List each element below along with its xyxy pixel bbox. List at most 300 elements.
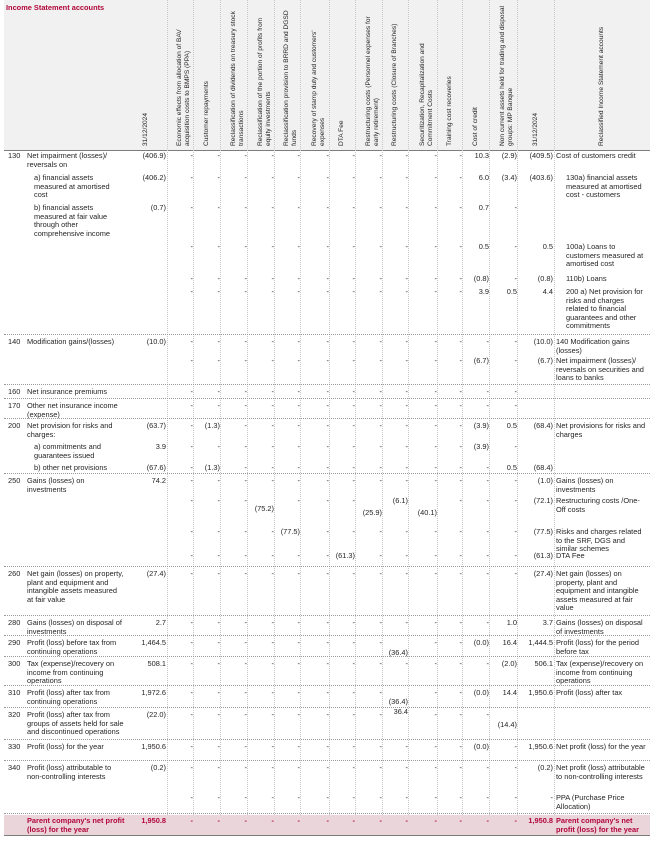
- cell-c13: -: [514, 496, 517, 505]
- cell-c8: -: [379, 463, 382, 472]
- cell-c7: -: [352, 476, 355, 485]
- cell-c7: -: [352, 527, 355, 536]
- cell-c10: -: [434, 476, 437, 485]
- cell-c6: -: [326, 173, 329, 182]
- cell-c1: -: [190, 401, 193, 410]
- cell-c6: -: [326, 496, 329, 505]
- cell-c3: -: [244, 742, 247, 751]
- row-label: Net impairment (losses)/ reversals on: [27, 151, 108, 169]
- column-header-c7: [330, 0, 356, 150]
- row-divider: [4, 685, 650, 686]
- cell-c8: -: [379, 659, 382, 668]
- column-header-label: Reclassification of dividends on treasury stock transactions: [230, 11, 245, 146]
- cell-c3: -: [244, 638, 247, 647]
- cell-c4: -: [271, 659, 274, 668]
- cell-c8: -: [379, 242, 382, 251]
- cell-c8: -: [379, 442, 382, 451]
- cell-c6: -: [326, 203, 329, 212]
- cell-c6: -: [326, 356, 329, 365]
- cell-c4: -: [271, 421, 274, 430]
- cell-c4: -: [271, 337, 274, 346]
- cell-c4: -: [271, 476, 274, 485]
- cell-c3: -: [244, 242, 247, 251]
- cell-c9: -: [405, 763, 408, 772]
- cell-c11: -: [459, 463, 462, 472]
- cell-c1: -: [190, 387, 193, 396]
- row-divider: [4, 760, 650, 761]
- row-code: 170: [8, 401, 21, 410]
- cell-c8: -: [379, 688, 382, 697]
- cell-c7: -: [352, 496, 355, 505]
- cell-c13: -: [514, 203, 517, 212]
- cell-c7: -: [352, 742, 355, 751]
- cell-c9: -: [405, 569, 408, 578]
- cell-c3: -: [244, 387, 247, 396]
- cell-c9: -: [405, 463, 408, 472]
- cell-c2: -: [217, 638, 220, 647]
- cell-c5: -: [297, 442, 300, 451]
- cell-c14: (77.5): [533, 527, 553, 536]
- cell-c4: -: [271, 274, 274, 283]
- cell-c7: -: [352, 710, 355, 719]
- cell-c12: (3.9): [473, 421, 489, 430]
- cell-c6: -: [326, 527, 329, 536]
- cell-c2: -: [217, 287, 220, 296]
- cell-c5: -: [297, 203, 300, 212]
- cell-c11: -: [459, 387, 462, 396]
- cell-c6: -: [326, 274, 329, 283]
- row-divider: [4, 707, 650, 708]
- cell-c6: -: [326, 287, 329, 296]
- cell-c12: (0.0): [473, 688, 489, 697]
- reclassified-label: 110b) Loans: [566, 274, 607, 283]
- cell-c14: (6.7): [537, 356, 553, 365]
- cell-c12: -: [486, 337, 489, 346]
- cell-c0: 74.2: [151, 476, 166, 485]
- cell-c1: -: [190, 496, 193, 505]
- cell-c8: -: [379, 401, 382, 410]
- cell-c3: -: [244, 659, 247, 668]
- cell-c14: 1,950.8: [528, 816, 553, 825]
- column-header-label: Recovery of stamp duty and customers' expenses: [311, 30, 326, 146]
- cell-c13: -: [514, 442, 517, 451]
- cell-c5: -: [297, 638, 300, 647]
- cell-c13: 1.0: [506, 618, 517, 627]
- row-code: 130: [8, 151, 21, 160]
- cell-c9: -: [405, 274, 408, 283]
- cell-c3: -: [244, 337, 247, 346]
- cell-c9: -: [405, 242, 408, 251]
- cell-c11: -: [459, 401, 462, 410]
- cell-c5: -: [297, 274, 300, 283]
- cell-c3: -: [244, 569, 247, 578]
- cell-c6: -: [326, 710, 329, 719]
- cell-c8: -: [379, 638, 382, 647]
- cell-c11: -: [459, 816, 462, 825]
- cell-c14: 1,444.5: [528, 638, 553, 647]
- cell-c10: -: [434, 527, 437, 536]
- cell-c0: (22.0): [146, 710, 166, 719]
- column-header-c2: [194, 0, 221, 150]
- cell-c1: -: [190, 242, 193, 251]
- cell-c5: -: [297, 742, 300, 751]
- cell-c7: (61.3): [335, 551, 355, 560]
- cell-c11: -: [459, 688, 462, 697]
- cell-c8: -: [379, 793, 382, 802]
- cell-c8: -: [379, 710, 382, 719]
- cell-c14: (68.4): [533, 421, 553, 430]
- row-label: Profit (loss) for the year: [27, 742, 104, 751]
- cell-c4: (75.2): [254, 504, 274, 513]
- cell-c6: -: [326, 337, 329, 346]
- reclassified-label: Net profit (loss) attributable to non-controlling interests: [556, 763, 645, 781]
- cell-c12: 0.5: [478, 242, 489, 251]
- cell-c4: -: [271, 356, 274, 365]
- cell-c2: (1.3): [204, 421, 220, 430]
- row-code: 280: [8, 618, 21, 627]
- cell-c12: -: [486, 710, 489, 719]
- cell-c14: 506.1: [534, 659, 553, 668]
- cell-c11: -: [459, 527, 462, 536]
- cell-c9: -: [405, 356, 408, 365]
- cell-c8: -: [379, 337, 382, 346]
- cell-c1: -: [190, 287, 193, 296]
- cell-c6: -: [326, 401, 329, 410]
- cell-c8: -: [379, 527, 382, 536]
- cell-c10: -: [434, 203, 437, 212]
- row-label: a) commitments and guarantees issued: [34, 442, 101, 460]
- cell-c10: -: [434, 287, 437, 296]
- cell-c6: -: [326, 387, 329, 396]
- cell-c13: -: [514, 337, 517, 346]
- row-label: Profit (loss) after tax from groups of assets held for sale and discontinued operations: [27, 710, 124, 737]
- cell-c12: -: [486, 496, 489, 505]
- cell-c9: 36.4: [393, 707, 408, 716]
- cell-c0: 1,464.5: [141, 638, 166, 647]
- cell-c7: -: [352, 763, 355, 772]
- row-divider: [4, 398, 650, 399]
- cell-c5: (77.5): [280, 527, 300, 536]
- cell-c4: -: [271, 173, 274, 182]
- cell-c4: -: [271, 569, 274, 578]
- cell-c7: -: [352, 387, 355, 396]
- cell-c9: -: [405, 793, 408, 802]
- cell-c9: -: [405, 527, 408, 536]
- cell-c1: -: [190, 151, 193, 160]
- cell-c0: (0.2): [150, 763, 166, 772]
- cell-c14: 1,950.6: [528, 688, 553, 697]
- row-code: 260: [8, 569, 21, 578]
- column-header-c3: [221, 0, 248, 150]
- row-divider: [4, 418, 650, 419]
- cell-c10: -: [434, 242, 437, 251]
- cell-c1: -: [190, 203, 193, 212]
- cell-c2: -: [217, 551, 220, 560]
- cell-c1: -: [190, 688, 193, 697]
- cell-c8: -: [379, 551, 382, 560]
- cell-c1: -: [190, 659, 193, 668]
- column-header-c1: [168, 0, 194, 150]
- cell-c12: -: [486, 793, 489, 802]
- cell-c14: -: [550, 793, 553, 802]
- cell-c9: -: [405, 203, 408, 212]
- cell-c8: -: [379, 203, 382, 212]
- cell-c12: (6.7): [473, 356, 489, 365]
- cell-c3: -: [244, 203, 247, 212]
- cell-c0: (0.7): [150, 203, 166, 212]
- cell-c6: -: [326, 569, 329, 578]
- cell-c2: -: [217, 356, 220, 365]
- cell-c9: -: [405, 816, 408, 825]
- reclassified-label: Profit (loss) for the period before tax: [556, 638, 639, 656]
- cell-c5: -: [297, 401, 300, 410]
- cell-c3: -: [244, 816, 247, 825]
- cell-c14: (27.4): [533, 569, 553, 578]
- cell-c4: -: [271, 710, 274, 719]
- cell-c7: -: [352, 337, 355, 346]
- cell-c14: (403.6): [529, 173, 553, 182]
- cell-c3: -: [244, 287, 247, 296]
- reclassified-label: Parent company's net profit (loss) for the year: [556, 816, 639, 834]
- cell-c13: -: [514, 816, 517, 825]
- cell-c11: -: [459, 638, 462, 647]
- row-code: 300: [8, 659, 21, 668]
- cell-c11: -: [459, 337, 462, 346]
- cell-c2: -: [217, 496, 220, 505]
- cell-c10: -: [434, 710, 437, 719]
- cell-c2: -: [217, 476, 220, 485]
- cell-c2: -: [217, 387, 220, 396]
- column-header-label: Restructuring costs (Personnel expenses for early retirement): [365, 16, 380, 146]
- reclassified-label: Net impairment (losses)/ reversals on securities and loans to banks: [556, 356, 644, 383]
- cell-c11: -: [459, 742, 462, 751]
- cell-c7: -: [352, 816, 355, 825]
- cell-c5: -: [297, 387, 300, 396]
- cell-c10: -: [434, 659, 437, 668]
- row-label: Profit (loss) before tax from continuing operations: [27, 638, 117, 656]
- cell-c0: (27.4): [146, 569, 166, 578]
- cell-c12: 3.9: [478, 287, 489, 296]
- cell-c12: -: [486, 463, 489, 472]
- cell-c2: -: [217, 442, 220, 451]
- cell-c0: (67.6): [146, 463, 166, 472]
- cell-c2: -: [217, 763, 220, 772]
- cell-c11: -: [459, 151, 462, 160]
- reclassified-label: Tax (expense)/recovery on income from continuing operations: [556, 659, 644, 686]
- cell-c3: -: [244, 401, 247, 410]
- cell-c5: -: [297, 618, 300, 627]
- cell-c5: -: [297, 688, 300, 697]
- cell-c10: -: [434, 173, 437, 182]
- cell-c4: -: [271, 742, 274, 751]
- cell-c10: -: [434, 387, 437, 396]
- cell-c1: -: [190, 442, 193, 451]
- cell-c6: -: [326, 421, 329, 430]
- column-header-label: Reclassified Income Statement accounts: [598, 26, 605, 146]
- cell-c11: -: [459, 569, 462, 578]
- cell-c13: (14.4): [497, 720, 517, 729]
- cell-c2: -: [217, 242, 220, 251]
- cell-c10: -: [434, 401, 437, 410]
- column-header-c6: [301, 0, 330, 150]
- cell-c7: -: [352, 638, 355, 647]
- cell-c9: -: [405, 173, 408, 182]
- cell-c3: -: [244, 688, 247, 697]
- cell-c0: (406.9): [142, 151, 166, 160]
- cell-c13: 14.4: [502, 688, 517, 697]
- cell-c12: -: [486, 401, 489, 410]
- cell-c9: -: [405, 442, 408, 451]
- cell-c2: -: [217, 688, 220, 697]
- cell-c2: -: [217, 401, 220, 410]
- cell-c3: -: [244, 527, 247, 536]
- cell-c9: -: [405, 401, 408, 410]
- row-label: Gains (losses) on investments: [27, 476, 85, 494]
- cell-c10: -: [434, 151, 437, 160]
- cell-c3: -: [244, 793, 247, 802]
- column-header-c13: [490, 0, 518, 150]
- cell-c12: -: [486, 551, 489, 560]
- cell-c13: 0.5: [506, 463, 517, 472]
- cell-c3: -: [244, 173, 247, 182]
- cell-c13: -: [514, 401, 517, 410]
- cell-c11: -: [459, 618, 462, 627]
- column-header-label: Non current assets held for trading and disposal groups: MP Banque: [499, 5, 514, 146]
- cell-c6: -: [326, 551, 329, 560]
- row-divider: [4, 334, 650, 335]
- cell-c4: -: [271, 816, 274, 825]
- cell-c4: -: [271, 638, 274, 647]
- cell-c6: -: [326, 476, 329, 485]
- cell-c10: -: [434, 274, 437, 283]
- cell-c2: -: [217, 527, 220, 536]
- cell-c4: -: [271, 688, 274, 697]
- reclassified-label: 130a) financial assets measured at amortised cost - customers: [566, 173, 642, 200]
- cell-c9: -: [405, 551, 408, 560]
- cell-c9: -: [405, 387, 408, 396]
- cell-c4: -: [271, 401, 274, 410]
- cell-c1: -: [190, 476, 193, 485]
- cell-c8: -: [379, 151, 382, 160]
- table-title: Income Statement accounts: [6, 3, 105, 12]
- cell-c3: -: [244, 496, 247, 505]
- cell-c12: -: [486, 476, 489, 485]
- cell-c0: 1,950.8: [141, 816, 166, 825]
- cell-c1: -: [190, 710, 193, 719]
- cell-c11: -: [459, 659, 462, 668]
- cell-c1: -: [190, 527, 193, 536]
- cell-c2: -: [217, 659, 220, 668]
- column-header-label: Restructuring costs (Closure of Branches): [391, 23, 398, 146]
- cell-c12: -: [486, 618, 489, 627]
- reclassified-label: 200 a) Net provision for risks and charges related to financial guarantees and other commitments: [566, 287, 643, 331]
- cell-c9: -: [405, 476, 408, 485]
- cell-c5: -: [297, 816, 300, 825]
- cell-c5: -: [297, 242, 300, 251]
- cell-c3: -: [244, 442, 247, 451]
- row-label: Profit (loss) after tax from continuing operations: [27, 688, 110, 706]
- row-label: b) financial assets measured at fair value through other comprehensive income: [34, 203, 110, 238]
- cell-c12: -: [486, 527, 489, 536]
- cell-c11: -: [459, 551, 462, 560]
- cell-c10: -: [434, 337, 437, 346]
- cell-c9: (36.4): [388, 648, 408, 657]
- cell-c0: 508.1: [147, 659, 166, 668]
- cell-c11: -: [459, 793, 462, 802]
- cell-c1: -: [190, 337, 193, 346]
- cell-c10: -: [434, 551, 437, 560]
- cell-c4: -: [271, 203, 274, 212]
- cell-c4: -: [271, 242, 274, 251]
- cell-c13: (2.0): [501, 659, 517, 668]
- cell-c4: -: [271, 442, 274, 451]
- row-label: Tax (expense)/recovery on income from continuing operations: [27, 659, 115, 686]
- cell-c8: -: [379, 476, 382, 485]
- cell-c6: -: [326, 151, 329, 160]
- row-divider: [4, 739, 650, 740]
- row-label: Modification gains/(losses): [27, 337, 115, 346]
- cell-c10: (40.1): [417, 508, 437, 517]
- cell-c7: -: [352, 151, 355, 160]
- row-code: 320: [8, 710, 21, 719]
- cell-c7: -: [352, 421, 355, 430]
- cell-c11: -: [459, 242, 462, 251]
- reclassified-label: Cost of customers credit: [556, 151, 636, 160]
- reclassified-label: Net profit (loss) for the year: [556, 742, 646, 751]
- cell-c13: (2.9): [501, 151, 517, 160]
- cell-c6: -: [326, 463, 329, 472]
- cell-c13: -: [514, 476, 517, 485]
- column-header-c8: [356, 0, 383, 150]
- cell-c2: -: [217, 274, 220, 283]
- cell-c5: -: [297, 659, 300, 668]
- cell-c4: -: [271, 618, 274, 627]
- reclassified-label: Gains (losses) on investments: [556, 476, 614, 494]
- cell-c6: -: [326, 242, 329, 251]
- cell-c10: -: [434, 688, 437, 697]
- cell-c4: -: [271, 387, 274, 396]
- cell-c14: (72.1): [533, 496, 553, 505]
- cell-c7: -: [352, 793, 355, 802]
- cell-c2: -: [217, 569, 220, 578]
- cell-c1: -: [190, 356, 193, 365]
- cell-c14: 1,950.6: [528, 742, 553, 751]
- reclassified-label: DTA Fee: [556, 551, 585, 560]
- row-divider: [4, 384, 650, 385]
- cell-c8: -: [379, 763, 382, 772]
- reclassified-label: Profit (loss) after tax: [556, 688, 623, 697]
- cell-c12: -: [486, 569, 489, 578]
- cell-c3: -: [244, 476, 247, 485]
- cell-c9: -: [405, 659, 408, 668]
- cell-c9: (36.4): [388, 697, 408, 706]
- row-divider: [4, 473, 650, 474]
- cell-c9: -: [405, 287, 408, 296]
- cell-c10: -: [434, 763, 437, 772]
- cell-c14: (10.0): [533, 337, 553, 346]
- column-header-label: Reclassification provision to BRRD and DGSD funds: [283, 10, 298, 146]
- cell-c10: -: [434, 569, 437, 578]
- cell-c14: (1.0): [537, 476, 553, 485]
- cell-c2: -: [217, 793, 220, 802]
- cell-c0: 3.9: [155, 442, 166, 451]
- reclassified-label: Restructuring costs /One-Off costs: [556, 496, 640, 514]
- cell-c13: -: [514, 793, 517, 802]
- cell-c5: -: [297, 569, 300, 578]
- cell-c2: -: [217, 173, 220, 182]
- cell-c0: (406.2): [142, 173, 166, 182]
- row-code: 200: [8, 421, 21, 430]
